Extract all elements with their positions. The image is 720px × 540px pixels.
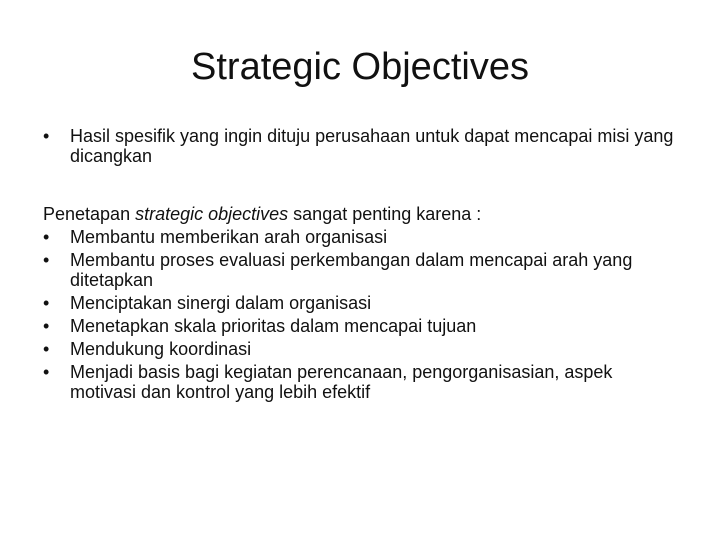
reason-item [43, 362, 683, 402]
reason-text: Menciptakan sinergi dalam organisasi [70, 293, 372, 313]
bullet-icon: • [43, 339, 50, 359]
bullet-icon: • [43, 316, 50, 336]
bullet-icon: • [43, 362, 50, 382]
reason-text: Menjadi basis bagi kegiatan perencanaan, pengorganisasian, aspek motivasi dan kontrol yang lebih efektif [70, 362, 613, 402]
importance-block [43, 204, 683, 405]
reason-text: Membantu memberikan arah organisasi [70, 227, 388, 247]
reason-item [43, 339, 683, 359]
reason-item [43, 316, 683, 336]
definition-list [43, 126, 683, 166]
reason-text: Menetapkan skala prioritas dalam mencapai tujuan [70, 316, 477, 336]
reason-text: Mendukung koordinasi [70, 339, 252, 359]
bullet-icon: • [43, 227, 50, 247]
reason-item [43, 250, 683, 290]
bullet-icon: • [43, 293, 50, 313]
definition-item [43, 126, 683, 166]
reason-item [43, 293, 683, 313]
intro-suffix: sangat penting karena : [288, 204, 482, 224]
slide-title: Strategic Objectives [191, 46, 529, 88]
reason-text: Membantu proses evaluasi perkembangan dalam mencapai arah yang ditetapkan [70, 250, 633, 290]
bullet-icon: • [43, 250, 50, 270]
definition-text: Hasil spesifik yang ingin dituju perusahaan untuk dapat mencapai misi yang dicangkan [70, 126, 674, 166]
reason-item [43, 227, 683, 247]
reasons-list [43, 227, 683, 402]
importance-intro [43, 204, 683, 224]
intro-emphasis: strategic objectives [135, 204, 289, 224]
definition-block [43, 126, 683, 169]
intro-prefix: Penetapan [43, 204, 136, 224]
bullet-icon: • [43, 126, 50, 146]
